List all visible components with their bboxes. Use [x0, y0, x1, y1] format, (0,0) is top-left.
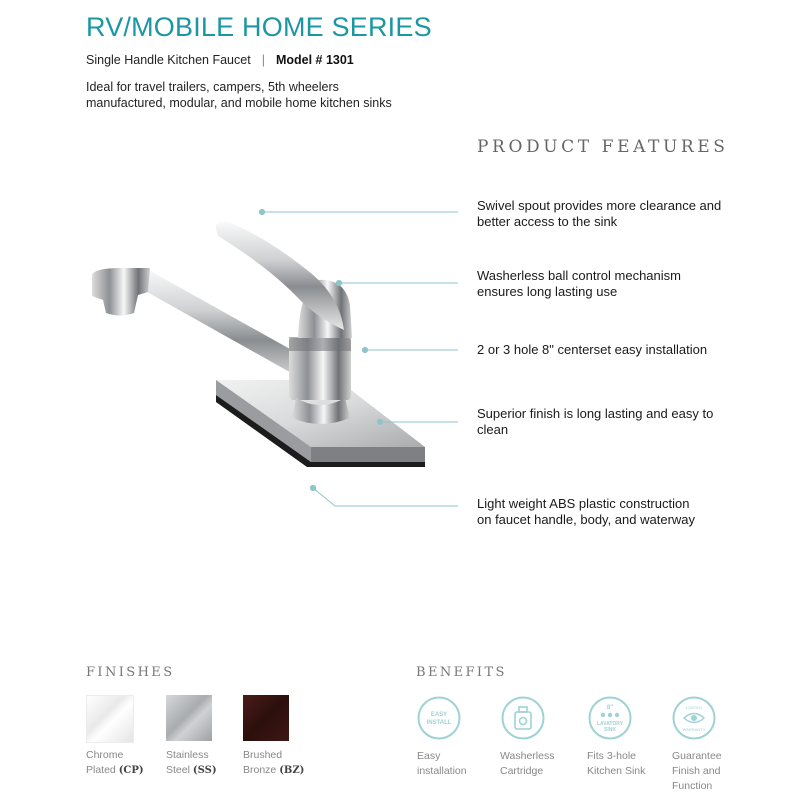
- callout-dot: [336, 280, 341, 285]
- benefit-line: Cartridge: [500, 765, 544, 777]
- swatch-bronze: [243, 695, 289, 741]
- benefit-line: Finish and: [672, 765, 721, 777]
- icon-text: WARRANTY: [682, 727, 706, 732]
- easy-install-icon: [417, 696, 461, 740]
- callout-dot: [377, 419, 382, 424]
- product-features-title: PRODUCT FEATURES: [477, 137, 729, 157]
- feature-line: Superior finish is long lasting and easy to: [477, 406, 714, 421]
- finish-line: Chrome: [86, 749, 124, 761]
- feature-line: on faucet handle, body, and waterway: [477, 512, 696, 527]
- feature-ball-control: [477, 268, 737, 300]
- feature-line: clean: [477, 422, 509, 437]
- feature-finish: [477, 406, 737, 438]
- icon-text: SINK: [604, 727, 616, 733]
- finishes-title: FINISHES: [86, 665, 175, 680]
- finish-code: (CP): [118, 765, 144, 776]
- feature-centerset: [477, 342, 737, 358]
- callout-line: [313, 488, 335, 506]
- page-title: RV/MOBILE HOME SERIES: [86, 12, 432, 42]
- finish-line: Brushed: [243, 749, 283, 761]
- swatch-chrome: [86, 695, 134, 743]
- finish-bronze-label: [243, 748, 304, 778]
- ideal-line: Ideal for travel trailers, campers, 5th wheelers: [86, 80, 339, 94]
- benefit-line: Kitchen Sink: [587, 765, 646, 777]
- cartridge-icon: [501, 696, 545, 740]
- icon-text: INSTALL: [426, 720, 452, 726]
- icon-text: 8": [606, 705, 614, 711]
- feature-line: 2 or 3 hole 8" centerset easy installation: [477, 342, 708, 357]
- benefit-line: Easy: [417, 750, 441, 762]
- finish-chrome-label: [86, 748, 144, 778]
- product-name: Single Handle Kitchen Faucet: [86, 53, 251, 67]
- feature-line: ensures long lasting use: [477, 284, 618, 299]
- benefit-cartridge-label: [500, 749, 570, 779]
- icon-text: LIMITED: [686, 705, 702, 710]
- benefit-line: Fits 3-hole: [587, 750, 637, 762]
- finish-line: Plated (CP): [86, 764, 144, 776]
- benefit-line: Washerless: [500, 750, 555, 762]
- callout-dot: [362, 347, 367, 352]
- finish-stainless-label: [166, 748, 217, 778]
- icon-text: LAVATORY: [596, 721, 624, 727]
- feature-line: Swivel spout provides more clearance and: [477, 198, 722, 213]
- finish-line: Stainless: [166, 749, 209, 761]
- benefit-line: Function: [672, 780, 713, 792]
- lavatory-sink-icon: [588, 696, 632, 740]
- callout-dot: [259, 209, 264, 214]
- benefit-line: installation: [417, 765, 467, 777]
- feature-swivel-spout: [477, 198, 737, 230]
- model-number: Model # 1301: [275, 53, 354, 67]
- ideal-line: manufactured, modular, and mobile home kitchen sinks: [86, 95, 392, 110]
- benefits-title: BENEFITS: [416, 665, 507, 680]
- subtitle-separator: |: [261, 53, 265, 67]
- feature-line: Light weight ABS plastic construction: [477, 496, 690, 511]
- finish-code: (SS): [192, 765, 217, 776]
- finish-line: Steel (SS): [166, 764, 217, 776]
- benefit-easy-install-label: [417, 749, 487, 779]
- finish-code: (BZ): [279, 765, 305, 776]
- feature-abs-plastic: [477, 496, 737, 528]
- benefit-line: Guarantee: [672, 750, 722, 762]
- feature-line: Washerless ball control mechanism: [477, 268, 681, 283]
- feature-line: better access to the sink: [477, 214, 618, 229]
- swatch-stainless: [166, 695, 212, 741]
- finish-line: Bronze (BZ): [243, 764, 305, 776]
- benefit-sink-label: [587, 749, 657, 779]
- icon-text: EASY: [430, 712, 448, 718]
- warranty-icon: [672, 696, 716, 740]
- benefit-warranty-label: [672, 749, 742, 794]
- callout-dot: [310, 485, 315, 490]
